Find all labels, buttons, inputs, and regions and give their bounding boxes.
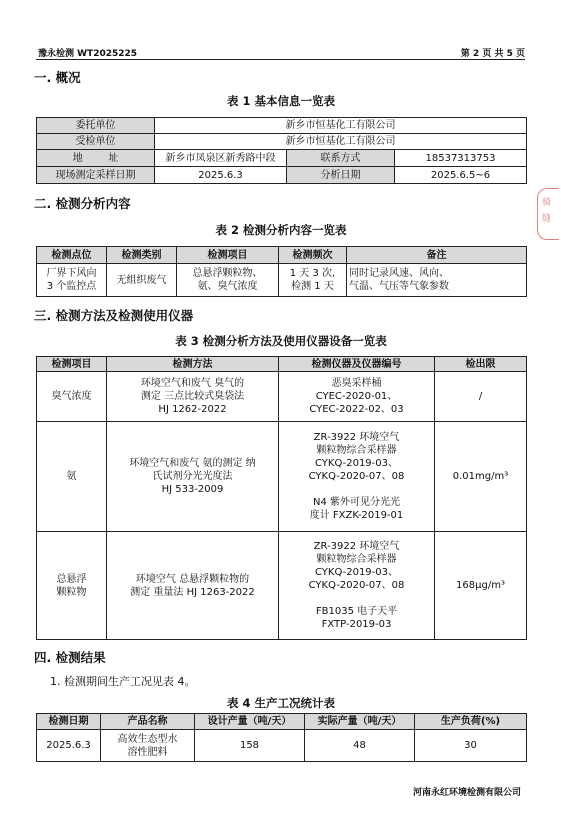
t2-items: 总悬浮颗粒物、 氨、臭气浓度 [177,264,279,297]
section-title-methods: 三. 检测方法及检测使用仪器 [34,308,194,323]
methods-table [36,356,527,640]
t3-header-instrument: 检测仪器及仪器编号 [279,357,435,372]
client-value: 新乡市恒基化工有限公司 [155,118,527,134]
sampling-date-label: 现场测定采样日期 [37,167,155,184]
t2-header-category: 检测类别 [107,247,177,264]
analysis-date-value: 2025.6.5~6 [395,167,527,184]
t3-limit: 168μg/m³ [435,532,527,640]
t4-header-date: 检测日期 [37,714,101,730]
inspected-label: 受检单位 [37,134,155,150]
page-number: 第 2 页 共 5 页 [460,49,525,59]
t3-instrument: 恶臭采样桶 CYEC-2020-01、 CYEC-2022-02、03 [279,372,435,422]
seam-stamp: 骑缝 [537,188,559,240]
t3-item: 臭气浓度 [37,372,107,422]
t3-item: 总悬浮 颗粒物 [37,532,107,640]
table1-caption: 表 1 基本信息一览表 [226,94,335,108]
analysis-date-label: 分析日期 [287,167,395,184]
report-number: 豫永检测 WT2025225 [38,49,138,59]
table-row [37,422,527,532]
t3-limit: 0.01mg/m³ [435,422,527,532]
t4-design: 158 [195,730,305,762]
t4-header-design: 设计产量（吨/天） [195,714,305,730]
t2-header-items: 检测项目 [177,247,279,264]
t3-item: 氨 [37,422,107,532]
table2-caption: 表 2 检测分析内容一览表 [215,223,347,237]
basic-info-table [36,117,527,184]
content-table [36,246,527,297]
address-label: 地 址 [37,150,155,167]
t3-method: 环境空气和废气 臭气的 测定 三点比较式臭袋法 HJ 1262-2022 [107,372,279,422]
t3-limit: / [435,372,527,422]
section-title-results: 四. 检测结果 [34,650,106,665]
t2-point: 厂界下风向 3 个监控点 [37,264,107,297]
page-header [36,44,525,60]
table-row [37,532,527,640]
client-label: 委托单位 [37,118,155,134]
t4-load: 30 [415,730,527,762]
t4-product: 高效生态型水 溶性肥料 [101,730,195,762]
address-value: 新乡市凤泉区新秀路中段 [155,150,287,167]
t2-category: 无组织废气 [107,264,177,297]
t4-date: 2025.6.3 [37,730,101,762]
table4-caption: 表 4 生产工况统计表 [226,696,335,710]
company-footer: 河南永红环境检测有限公司 [412,788,521,798]
t4-actual: 48 [305,730,415,762]
t2-note: 同时记录风速、风向、 气温、气压等气象参数 [347,264,527,297]
results-paragraph: 1. 检测期间生产工况见表 4。 [50,675,196,688]
t3-instrument: ZR-3922 环境空气 颗粒物综合采样器 CYKQ-2019-03、 CYKQ-2020-07、08 FB1035 电子天平 FXTP-2019-03 [279,532,435,640]
inspected-value: 新乡市恒基化工有限公司 [155,134,527,150]
t2-header-point: 检测点位 [37,247,107,264]
table3-caption: 表 3 检测分析方法及使用仪器设备一览表 [175,334,387,348]
t3-method: 环境空气和废气 氨的测定 纳 氏试剂分光光度法 HJ 533-2009 [107,422,279,532]
t3-instrument: ZR-3922 环境空气 颗粒物综合采样器 CYKQ-2019-03、 CYKQ-2020-07、08 N4 紫外可见分光光 度计 FXZK-2019-01 [279,422,435,532]
t4-header-actual: 实际产量（吨/天） [305,714,415,730]
t2-frequency: 1 天 3 次, 检测 1 天 [279,264,347,297]
t3-method: 环境空气 总悬浮颗粒物的 测定 重量法 HJ 1263-2022 [107,532,279,640]
production-table [36,713,527,762]
t4-header-load: 生产负荷(%) [415,714,527,730]
t3-header-item: 检测项目 [37,357,107,372]
section-title-overview: 一. 概况 [34,70,81,85]
t3-header-limit: 检出限 [435,357,527,372]
table-row [37,372,527,422]
sampling-date-value: 2025.6.3 [155,167,287,184]
t2-header-note: 备注 [347,247,527,264]
t4-header-product: 产品名称 [101,714,195,730]
contact-label: 联系方式 [287,150,395,167]
contact-value: 18537313753 [395,150,527,167]
t3-header-method: 检测方法 [107,357,279,372]
section-title-content: 二. 检测分析内容 [34,196,131,211]
t2-header-frequency: 检测频次 [279,247,347,264]
